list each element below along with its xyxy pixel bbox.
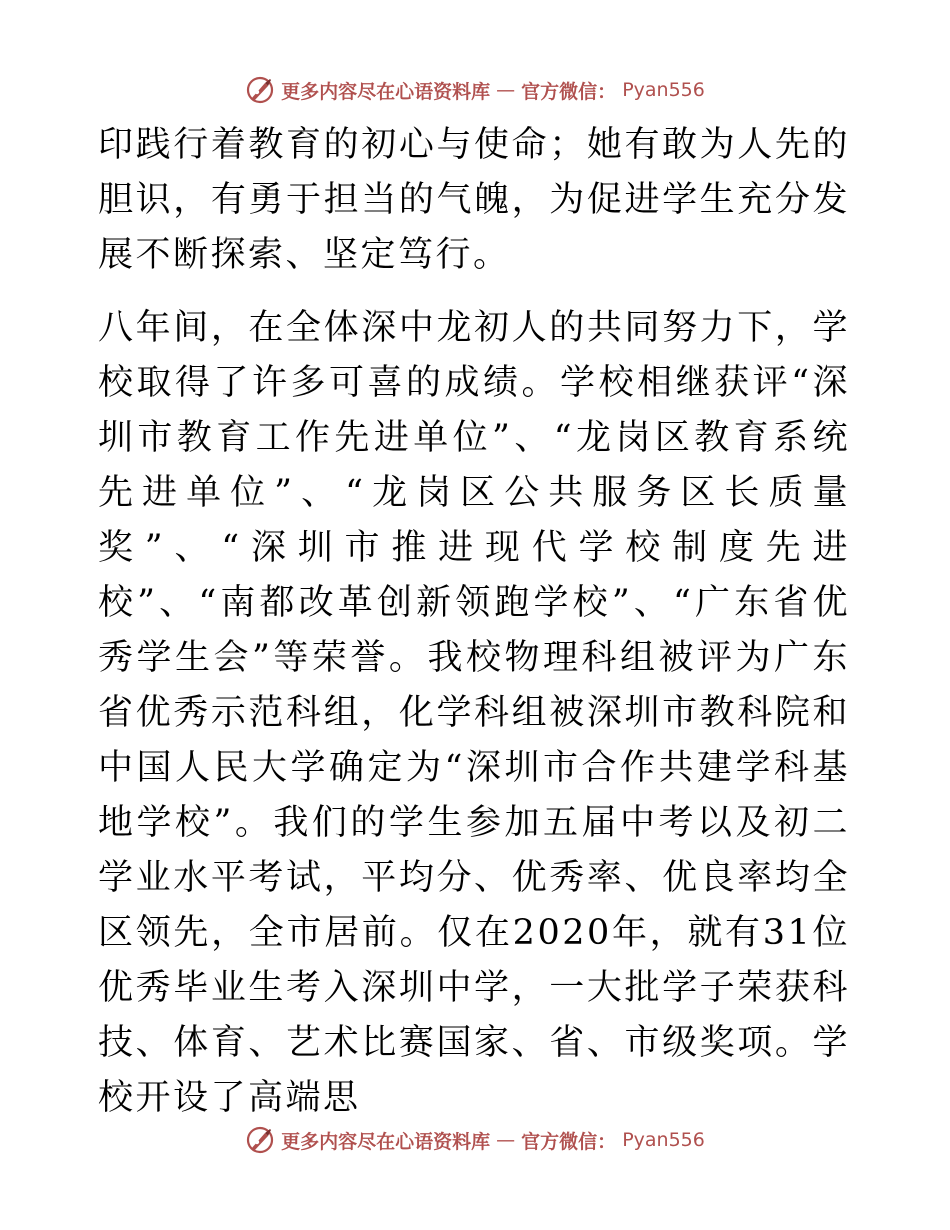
watermark-wechat-label: 官方微信： [521, 1130, 617, 1153]
watermark-site-text: 更多内容尽在心语资料库 [281, 1130, 491, 1153]
header-watermark [0, 70, 950, 110]
watermark-site-text: 更多内容尽在心语资料库 [281, 80, 491, 103]
watermark-dash: — [496, 1129, 516, 1151]
watermark-wechat-id: Pyan556 [622, 79, 705, 101]
watermark-wechat-id: Pyan556 [622, 1129, 705, 1151]
watermark-wechat-label: 官方微信： [521, 80, 617, 103]
paragraph-1: 印践行着教育的初心与使命；她有敢为人先的胆识，有勇于担当的气魄，为促进学生充分发展不断探索、坚定笃行。 [98, 125, 850, 275]
watermark-dash: — [496, 79, 516, 101]
footer-watermark [0, 1120, 950, 1160]
document-body [98, 118, 850, 1126]
paragraph-2: 八年间，在全体深中龙初人的共同努力下，学校取得了许多可喜的成绩。学校相继获评“深圳市教育工作先进单位”、“龙岗区教育系统先进单位”、“龙岗区公共服务区长质量奖”、“深圳市推进现代学校制度先进校”、“南都改革创新领跑学校”、“广东省优秀学生会”等荣誉。我校物理科组被评为广东省优秀示范科组，化学科组被深圳市教科院和中国人民大学确定为“深圳市合作共建学科基地学校”。我们的学生参加五届中考以及初二学业水平考试，平均分、优秀率、优良率均全区领先，全市居前。仅在2020年，就有31位优秀毕业生考入深圳中学，一大批学子荣获科技、体育、艺术比赛国家、省、市级奖项。学校开设了高端思 [98, 308, 850, 1118]
quill-logo-icon [245, 75, 275, 105]
quill-logo-icon [245, 1125, 275, 1155]
